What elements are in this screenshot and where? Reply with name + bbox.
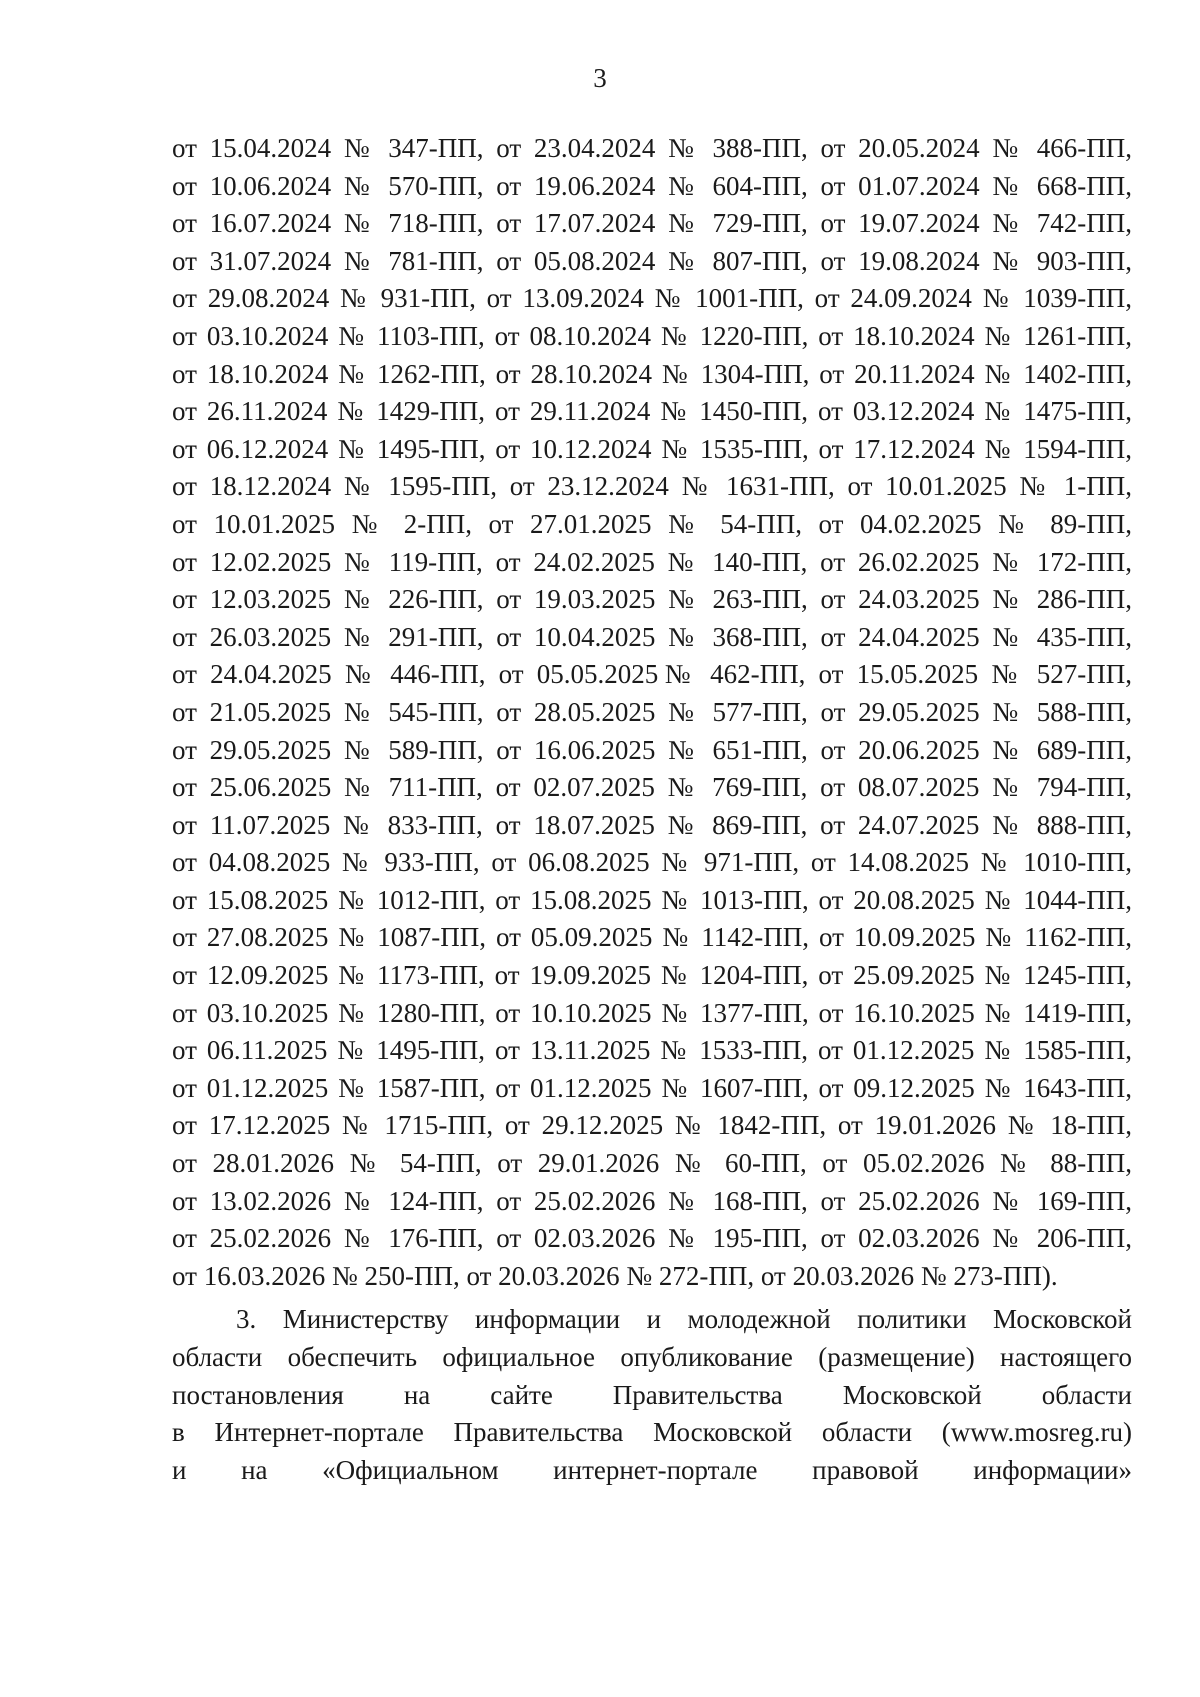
decree-line: от 26.03.2025 № 291-ПП, от 10.04.2025 № 368-ПП, от 24.04.2025 № 435-ПП,	[172, 621, 1132, 652]
decree-line: от 16.03.2026 № 250-ПП, от 20.03.2026 № 272-ПП, от 20.03.2026 № 273-ПП).	[172, 1260, 1058, 1291]
decree-line: от 29.05.2025 № 589-ПП, от 16.06.2025 № 651-ПП, от 20.06.2025 № 689-ПП,	[172, 734, 1132, 765]
decree-line: от 12.03.2025 № 226-ПП, от 19.03.2025 № 263-ПП, от 24.03.2025 № 286-ПП,	[172, 584, 1132, 615]
decree-line: от 26.11.2024 № 1429-ПП, от 29.11.2024 № 1450-ПП, от 03.12.2024 № 1475-ПП,	[172, 396, 1132, 427]
decree-line: от 31.07.2024 № 781-ПП, от 05.08.2024 № 807-ПП, от 19.08.2024 № 903-ПП,	[172, 245, 1132, 276]
decree-line: от 18.12.2024 № 1595-ПП, от 23.12.2024 № 1631-ПП, от 10.01.2025 № 1-ПП,	[172, 471, 1132, 502]
decree-line: от 04.08.2025 № 933-ПП, от 06.08.2025 № 971-ПП, от 14.08.2025 № 1010-ПП,	[172, 847, 1132, 878]
decree-line: от 12.02.2025 № 119-ПП, от 24.02.2025 № 140-ПП, от 26.02.2025 № 172-ПП,	[172, 546, 1132, 577]
decree-line: от 25.06.2025 № 711-ПП, от 02.07.2025 № 769-ПП, от 08.07.2025 № 794-ПП,	[172, 772, 1132, 803]
decree-line: от 27.08.2025 № 1087-ПП, от 05.09.2025 № 1142-ПП, от 10.09.2025 № 1162-ПП,	[172, 922, 1132, 953]
decree-line: от 03.10.2024 № 1103-ПП, от 08.10.2024 № 1220-ПП, от 18.10.2024 № 1261-ПП,	[172, 320, 1132, 351]
decree-line: от 15.08.2025 № 1012-ПП, от 15.08.2025 № 1013-ПП, от 20.08.2025 № 1044-ПП,	[172, 884, 1132, 915]
decree-line: от 06.12.2024 № 1495-ПП, от 10.12.2024 № 1535-ПП, от 17.12.2024 № 1594-ПП,	[172, 433, 1132, 464]
paragraph-line: 3. Министерству информации и молодежной политики Московской	[236, 1304, 1132, 1335]
document-body	[172, 130, 1132, 1489]
paragraph-line: и на «Официальном интернет-портале правовой информации»	[172, 1454, 1132, 1485]
paragraph-line: области обеспечить официальное опубликование (размещение) настоящего	[172, 1342, 1132, 1372]
decree-list	[172, 130, 1132, 1295]
decree-line: от 10.06.2024 № 570-ПП, от 19.06.2024 № 604-ПП, от 01.07.2024 № 668-ПП,	[172, 170, 1132, 201]
decree-line: от 11.07.2025 № 833-ПП, от 18.07.2025 № 869-ПП, от 24.07.2025 № 888-ПП,	[172, 809, 1132, 840]
decree-line: от 25.02.2026 № 176-ПП, от 02.03.2026 № 195-ПП, от 02.03.2026 № 206-ПП,	[172, 1223, 1132, 1254]
decree-line: от 16.07.2024 № 718-ПП, от 17.07.2024 № 729-ПП, от 19.07.2024 № 742-ПП,	[172, 208, 1132, 239]
decree-line: от 06.11.2025 № 1495-ПП, от 13.11.2025 № 1533-ПП, от 01.12.2025 № 1585-ПП,	[172, 1035, 1132, 1066]
decree-line: от 24.04.2025 № 446-ПП, от 05.05.2025№ 462-ПП, от 15.05.2025 № 527-ПП,	[172, 659, 1132, 690]
decree-line: от 15.04.2024 № 347-ПП, от 23.04.2024 № 388-ПП, от 20.05.2024 № 466-ПП,	[172, 133, 1132, 163]
decree-line: от 01.12.2025 № 1587-ПП, от 01.12.2025 № 1607-ПП, от 09.12.2025 № 1643-ПП,	[172, 1072, 1132, 1103]
decree-line: от 29.08.2024 № 931-ПП, от 13.09.2024 № 1001-ПП, от 24.09.2024 № 1039-ПП,	[172, 283, 1132, 314]
paragraph-3	[172, 1301, 1132, 1489]
paragraph-line: постановления на сайте Правительства Московской области	[172, 1379, 1132, 1410]
paragraph-line: в Интернет-портале Правительства Московской области (www.mosreg.ru)	[172, 1417, 1132, 1448]
decree-line: от 17.12.2025 № 1715-ПП, от 29.12.2025 № 1842-ПП, от 19.01.2026 № 18-ПП,	[172, 1110, 1132, 1141]
decree-line: от 21.05.2025 № 545-ПП, от 28.05.2025 № 577-ПП, от 29.05.2025 № 588-ПП,	[172, 696, 1132, 727]
decree-line: от 03.10.2025 № 1280-ПП, от 10.10.2025 № 1377-ПП, от 16.10.2025 № 1419-ПП,	[172, 997, 1132, 1028]
decree-line: от 18.10.2024 № 1262-ПП, от 28.10.2024 № 1304-ПП, от 20.11.2024 № 1402-ПП,	[172, 358, 1132, 389]
decree-line: от 10.01.2025 № 2-ПП, от 27.01.2025 № 54-ПП, от 04.02.2025 № 89-ПП,	[172, 508, 1132, 539]
decree-line: от 13.02.2026 № 124-ПП, от 25.02.2026 № 168-ПП, от 25.02.2026 № 169-ПП,	[172, 1185, 1132, 1216]
decree-line: от 12.09.2025 № 1173-ПП, от 19.09.2025 № 1204-ПП, от 25.09.2025 № 1245-ПП,	[172, 960, 1132, 991]
decree-line: от 28.01.2026 № 54-ПП, от 29.01.2026 № 60-ПП, от 05.02.2026 № 88-ПП,	[172, 1148, 1132, 1179]
page-number: 3	[593, 63, 607, 93]
